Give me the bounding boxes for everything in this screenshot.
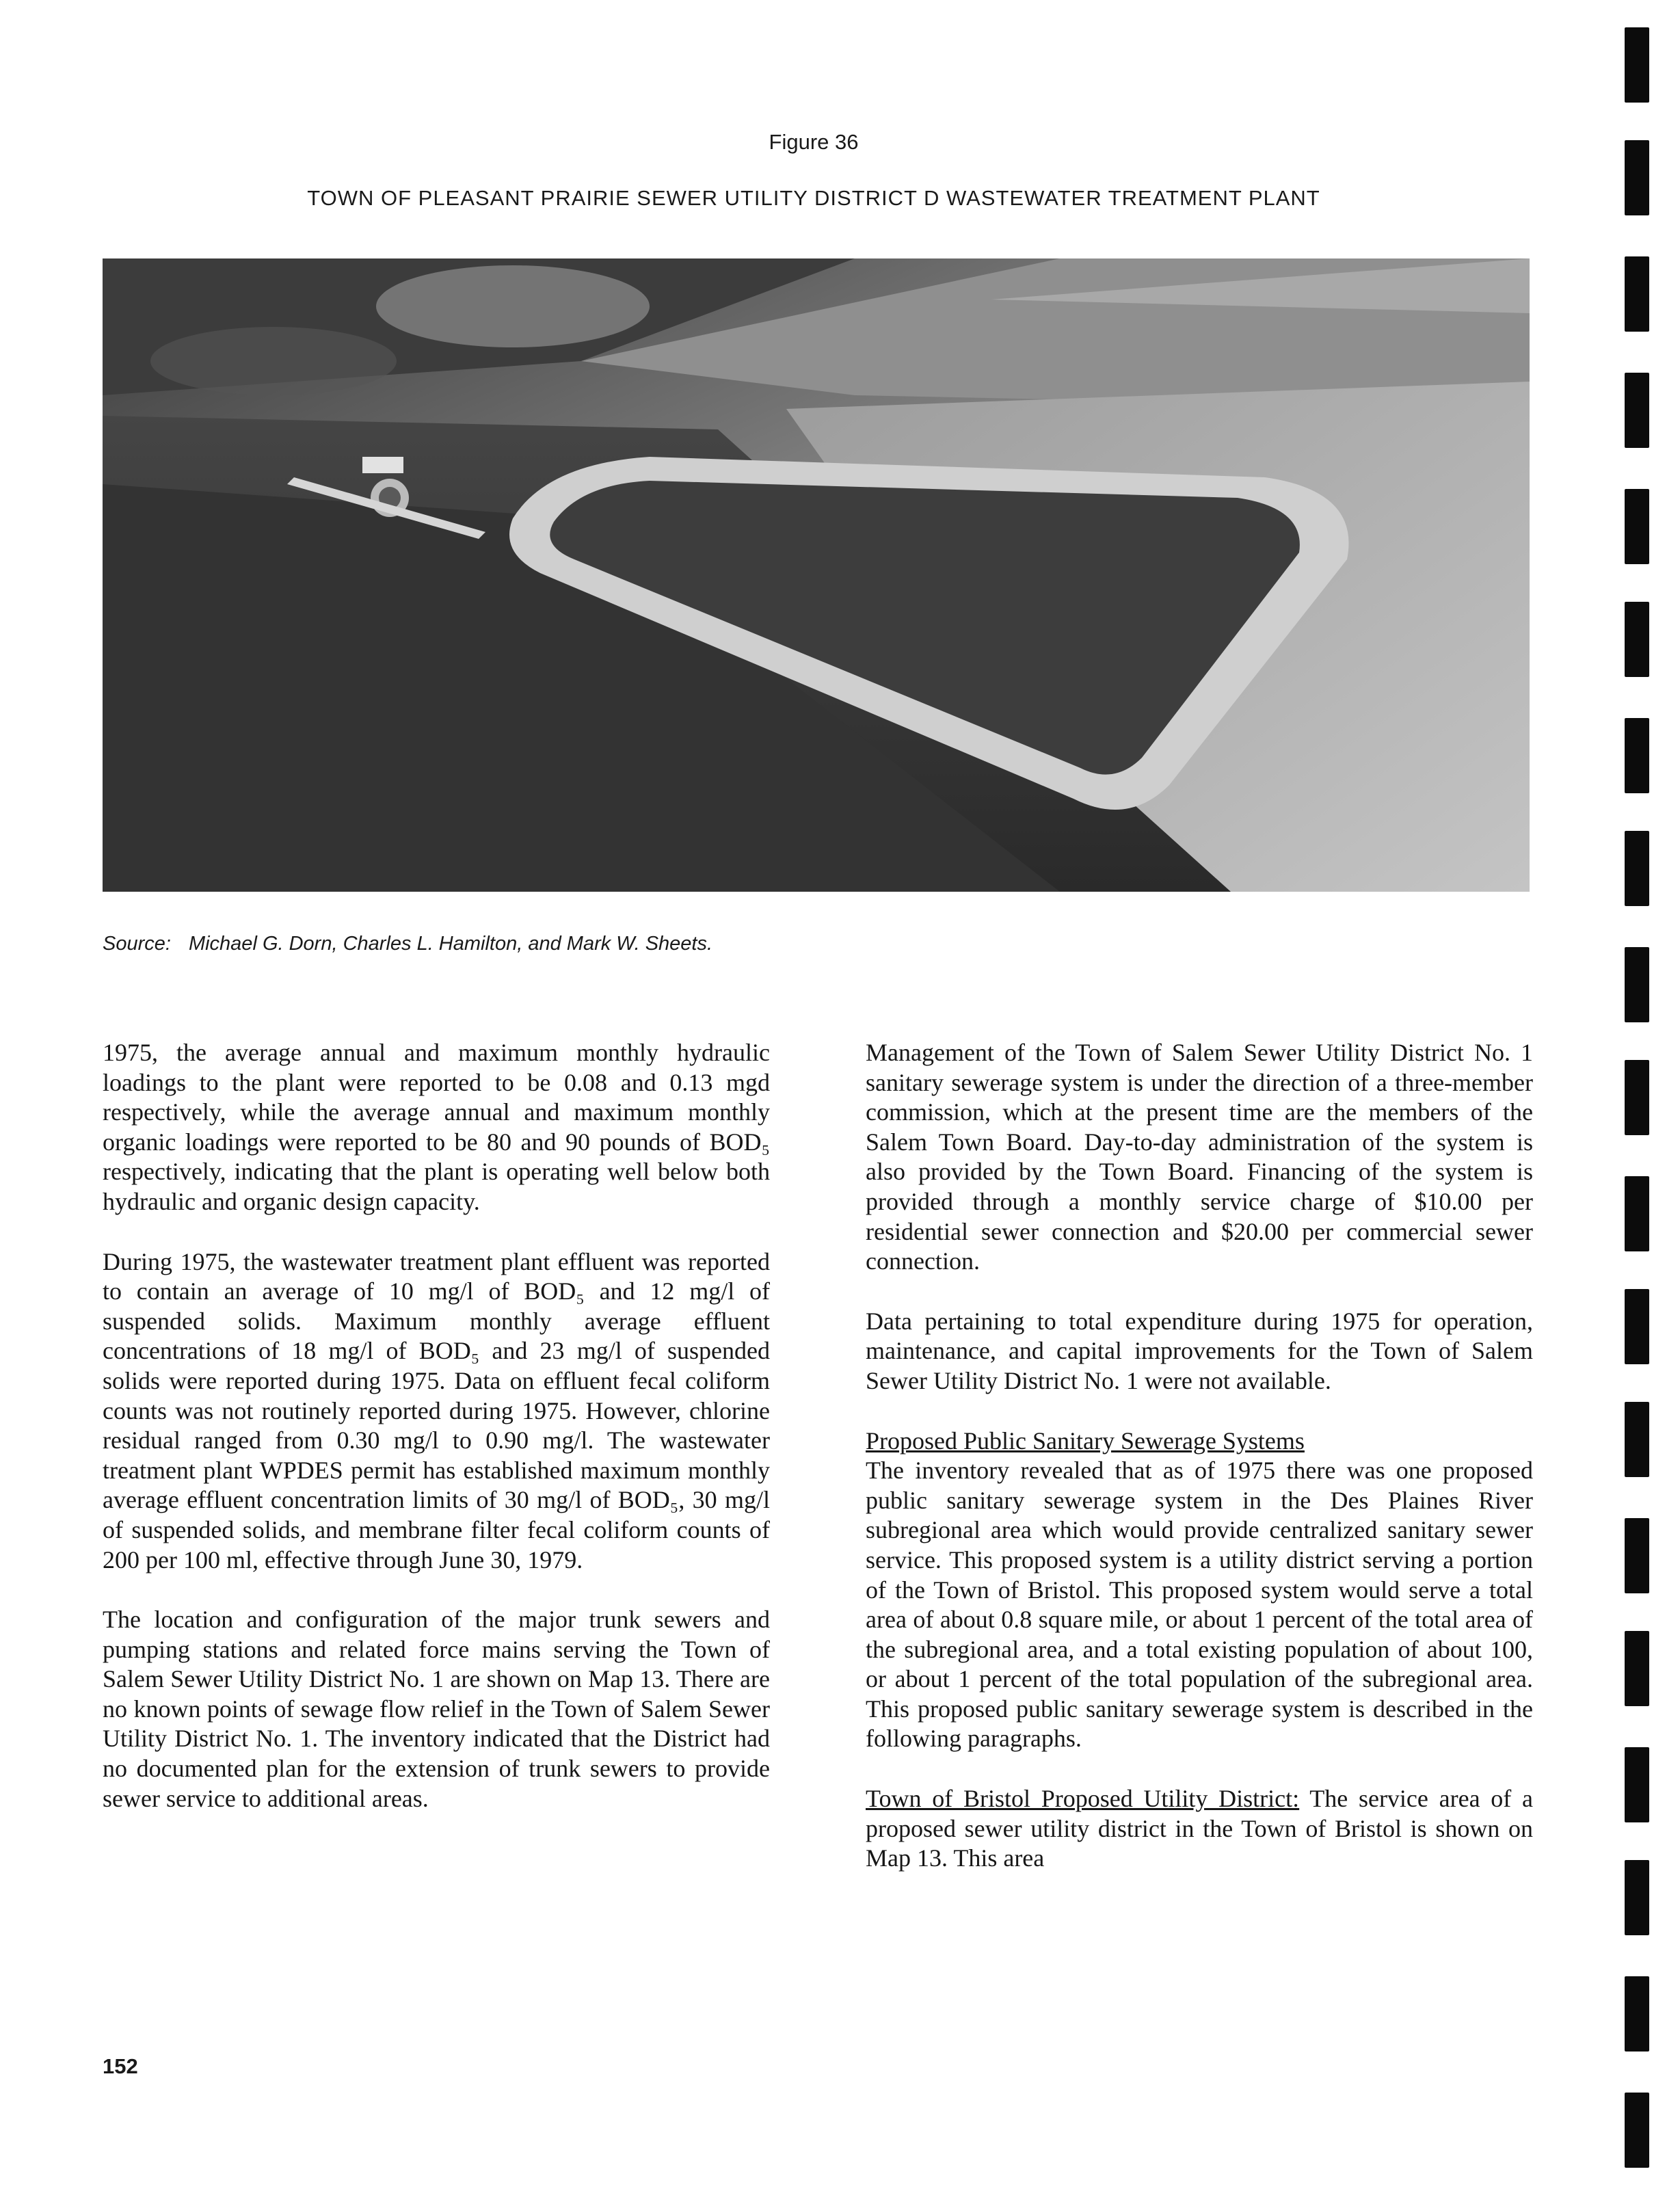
binder-mark-12 [1625, 1289, 1649, 1364]
source-text: Michael G. Dorn, Charles L. Hamilton, and Mark W. Sheets. [188, 933, 713, 955]
page-number: 152 [103, 2054, 138, 2078]
figure-source [103, 933, 712, 955]
binder-mark-6 [1625, 602, 1649, 677]
left-paragraph-2: During 1975, the wastewater treatment plant effluent was reported to contain an average of 10 mg/l of BOD₅ and 12 mg/l of suspended solids. Maximum monthly average effluent concentrations of 18 mg/l of BOD₅ and 23 mg/l of suspended solids were reported during 1975. Data on effluent fecal coliform counts was not routinely reported during 1975. However, chlorine residual ranged from 0.30 mg/l to 0.90 mg/l. The wastewater treatment plant WPDES permit has established maximum monthly average effluent concentration limits of 30 mg/l of BOD₅, 30 mg/l of suspended solids, and membrane filter fecal coliform counts of 200 per 100 ml, effective through June 30, 1979. [103, 1247, 770, 1574]
left-paragraph-3: The location and configuration of the major trunk sewers and pumping stations and related force mains serving the Town of Salem Sewer Utility District No. 1 are shown on Map 13. There are no known points of sewage flow relief in the Town of Salem Sewer Utility District No. 1. The inventory indicated that the District had no documented plan for the extension of trunk sewers to provide sewer service to additional areas. [103, 1606, 770, 1812]
binder-mark-10 [1625, 1060, 1649, 1135]
source-label: Source: [103, 933, 171, 955]
binder-mark-2 [1625, 140, 1649, 215]
figure-number: Figure 36 [769, 130, 859, 154]
binder-mark-1 [1625, 27, 1649, 103]
binder-mark-19 [1625, 2093, 1649, 2168]
binder-mark-16 [1625, 1747, 1649, 1822]
binder-mark-13 [1625, 1402, 1649, 1477]
right-paragraph-3: The inventory revealed that as of 1975 there was one proposed public sanitary sewerage system in the Des Plaines River subregional area which would provide centralized sanitary sewer service. This proposed system is a utility district serving a portion of the Town of Bristol. This proposed system would serve a total area of about 0.8 square mile, or about 1 percent of the total area of the subregional area, and a total existing population of about 100, or about 1 percent of the total population of the subregional area. This proposed public sanitary sewerage system is described in the following paragraphs. [866, 1457, 1533, 1753]
right-paragraph-1: Management of the Town of Salem Sewer Utility District No. 1 sanitary sewerage system is under the direction of a three-member commission, which at the present time are the members of the Salem Town Board. Day-to-day administration of the system is also provided by the Town Board. Financing of the system is provided through a monthly service charge of $10.00 per residential sewer connection and $20.00 per commercial sewer connection. [866, 1039, 1533, 1275]
subsection-heading: Town of Bristol Proposed Utility District: [866, 1785, 1300, 1813]
binder-mark-3 [1625, 256, 1649, 332]
binder-mark-17 [1625, 1860, 1649, 1935]
left-column [103, 1038, 770, 1844]
section-heading: Proposed Public Sanitary Sewerage Systems [866, 1426, 1305, 1455]
binder-mark-11 [1625, 1176, 1649, 1251]
figure-title: TOWN OF PLEASANT PRAIRIE SEWER UTILITY DISTRICT D WASTEWATER TREATMENT PLANT [307, 186, 1320, 210]
aerial-photo-illustration [103, 258, 1530, 892]
binder-mark-15 [1625, 1631, 1649, 1706]
left-paragraph-1: 1975, the average annual and maximum monthly hydraulic loadings to the plant were reported to be 0.08 and 0.13 mgd respectively, while the average annual and maximum monthly organic loadings were reported to be 80 and 90 pounds of BOD₅ respectively, indicating that the plant is operating well below both hydraulic and organic design capacity. [103, 1039, 770, 1215]
binder-mark-4 [1625, 373, 1649, 448]
right-paragraph-4: The service area of a proposed sewer utility district in the Town of Bristol is shown on Map 13. This area [866, 1785, 1533, 1872]
binder-mark-9 [1625, 947, 1649, 1022]
aerial-photo [103, 258, 1530, 892]
right-paragraph-2: Data pertaining to total expenditure during 1975 for operation, maintenance, and capital improvements for the Town of Salem Sewer Utility District No. 1 were not available. [866, 1307, 1533, 1394]
binder-mark-14 [1625, 1518, 1649, 1593]
binder-mark-18 [1625, 1976, 1649, 2052]
right-column [866, 1038, 1533, 1904]
binder-mark-5 [1625, 489, 1649, 564]
binder-mark-7 [1625, 718, 1649, 793]
binder-mark-8 [1625, 831, 1649, 906]
